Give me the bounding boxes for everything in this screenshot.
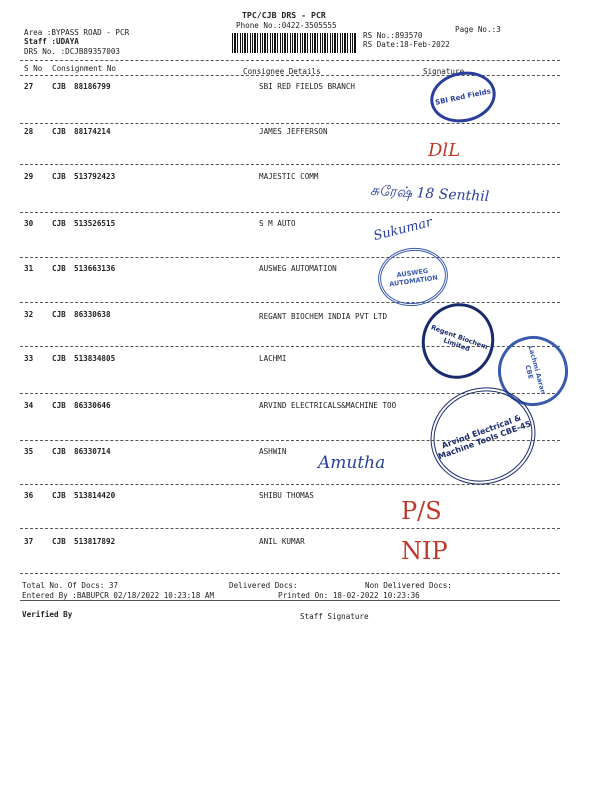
row-divider bbox=[20, 257, 560, 258]
area-label: Area :BYPASS ROAD - PCR bbox=[24, 28, 130, 37]
row-consignment-no: 86330646 bbox=[74, 401, 111, 410]
phone-number: Phone No.:0422-3505555 bbox=[236, 21, 337, 30]
row-consignment-no: 86330714 bbox=[74, 447, 111, 456]
non-delivered-docs: Non Delivered Docs: bbox=[365, 581, 452, 590]
row-consignee: SBI RED FIELDS BRANCH bbox=[259, 82, 356, 91]
row-consignment-no: 513792423 bbox=[74, 172, 116, 181]
row-consignment-no: 513663136 bbox=[74, 264, 116, 273]
row-consignment-no: 88174214 bbox=[74, 127, 111, 136]
row-sno: 29 bbox=[24, 172, 34, 181]
page-number: Page No.:3 bbox=[455, 25, 501, 34]
row-consignee: S M AUTO bbox=[259, 219, 296, 228]
row-prefix: CJB bbox=[52, 401, 66, 410]
row-consignee: JAMES JEFFERSON bbox=[259, 127, 328, 136]
row-prefix: CJB bbox=[52, 447, 66, 456]
row-consignment-no: 513834805 bbox=[74, 354, 116, 363]
row-consignment-no: 513814420 bbox=[74, 491, 116, 500]
row-consignee: MAJESTIC COMM bbox=[259, 172, 319, 181]
handwritten-ashwin-signature: Amutha bbox=[318, 453, 386, 473]
row-consignee: LACHMI bbox=[259, 354, 287, 363]
handwritten-nip: NIP bbox=[401, 537, 448, 565]
row-consignment-no: 513526515 bbox=[74, 219, 116, 228]
row-consignee: ANIL KUMAR bbox=[259, 537, 305, 546]
stamp-text: Arvind Electrical & Machine Tools CBE-45 bbox=[436, 413, 533, 462]
staff-signature-label: Staff Signature bbox=[300, 612, 369, 621]
row-prefix: CJB bbox=[52, 127, 66, 136]
row-consignment-no: 513817892 bbox=[74, 537, 116, 546]
row-consignment-no: 86330638 bbox=[74, 310, 111, 319]
total-docs: Total No. Of Docs: 37 bbox=[22, 581, 119, 590]
col-consignment: Consignment No bbox=[52, 64, 117, 73]
row-prefix: CJB bbox=[52, 310, 66, 319]
row-sno: 27 bbox=[24, 82, 34, 91]
staff-label: Staff :UDAYA bbox=[24, 37, 79, 46]
row-consignee: ARVIND ELECTRICALS&MACHINE TOO bbox=[259, 401, 397, 410]
document-title: TPC/CJB DRS - PCR bbox=[242, 10, 326, 20]
row-sno: 37 bbox=[24, 537, 34, 546]
row-prefix: CJB bbox=[52, 354, 66, 363]
footer-divider bbox=[20, 600, 560, 601]
row-consignee: AUSWEG AUTOMATION bbox=[259, 264, 337, 273]
row-consignee: SHIBU THOMAS bbox=[259, 491, 314, 500]
row-prefix: CJB bbox=[52, 172, 66, 181]
stamp-text: Lachmi Aaran CBE bbox=[523, 344, 548, 396]
row-divider bbox=[20, 573, 560, 574]
row-prefix: CJB bbox=[52, 82, 66, 91]
row-prefix: CJB bbox=[52, 537, 66, 546]
printed-on: Printed On: 18-02-2022 10:23:36 bbox=[278, 591, 420, 600]
row-sno: 30 bbox=[24, 219, 34, 228]
row-prefix: CJB bbox=[52, 219, 66, 228]
row-divider bbox=[20, 302, 560, 303]
handwritten-dl: DlL bbox=[428, 140, 461, 161]
row-sno: 31 bbox=[24, 264, 34, 273]
row-divider bbox=[20, 528, 560, 529]
stamp-text: AUSWEG AUTOMATION bbox=[388, 266, 439, 289]
verified-by: Verified By bbox=[22, 610, 73, 619]
row-sno: 34 bbox=[24, 401, 34, 410]
col-signature: Signature bbox=[423, 67, 465, 76]
row-sno: 36 bbox=[24, 491, 34, 500]
stamp-text: SBI Red Fields bbox=[434, 87, 492, 107]
col-consignee: Consignee Details bbox=[243, 67, 321, 76]
col-sno: S No bbox=[24, 64, 43, 73]
row-sno: 35 bbox=[24, 447, 34, 456]
row-divider bbox=[20, 212, 560, 213]
ausweg-stamp bbox=[374, 243, 451, 310]
header-divider bbox=[20, 60, 560, 61]
entered-by: Entered By :BABUPCR 02/18/2022 10:23:18 AM bbox=[22, 591, 215, 600]
row-prefix: CJB bbox=[52, 491, 66, 500]
stamp-text: Regent Biochem Limited bbox=[429, 323, 489, 354]
row-divider bbox=[20, 123, 560, 124]
row-sno: 33 bbox=[24, 354, 34, 363]
row-consignee: REGANT BIOCHEM INDIA PVT LTD bbox=[259, 312, 388, 321]
handwritten-majestic-signature: சுரேஷ் 18 Senthil bbox=[369, 182, 490, 206]
delivered-docs: Delivered Docs: bbox=[229, 581, 298, 590]
handwritten-sm-auto-signature: Sukumar bbox=[372, 214, 434, 245]
row-consignee: ASHWIN bbox=[259, 447, 287, 456]
rs-number: RS No.:893570 bbox=[363, 31, 423, 40]
barcode bbox=[232, 33, 356, 53]
regent-biochem-stamp bbox=[411, 293, 505, 389]
rs-date: RS Date:18-Feb-2022 bbox=[363, 40, 450, 49]
row-divider bbox=[20, 164, 560, 165]
row-prefix: CJB bbox=[52, 264, 66, 273]
handwritten-pls: P/S bbox=[401, 497, 442, 525]
drs-number: DRS No. :DCJB89357003 bbox=[24, 47, 121, 56]
row-sno: 32 bbox=[24, 310, 34, 319]
row-consignment-no: 88186799 bbox=[74, 82, 111, 91]
row-sno: 28 bbox=[24, 127, 34, 136]
